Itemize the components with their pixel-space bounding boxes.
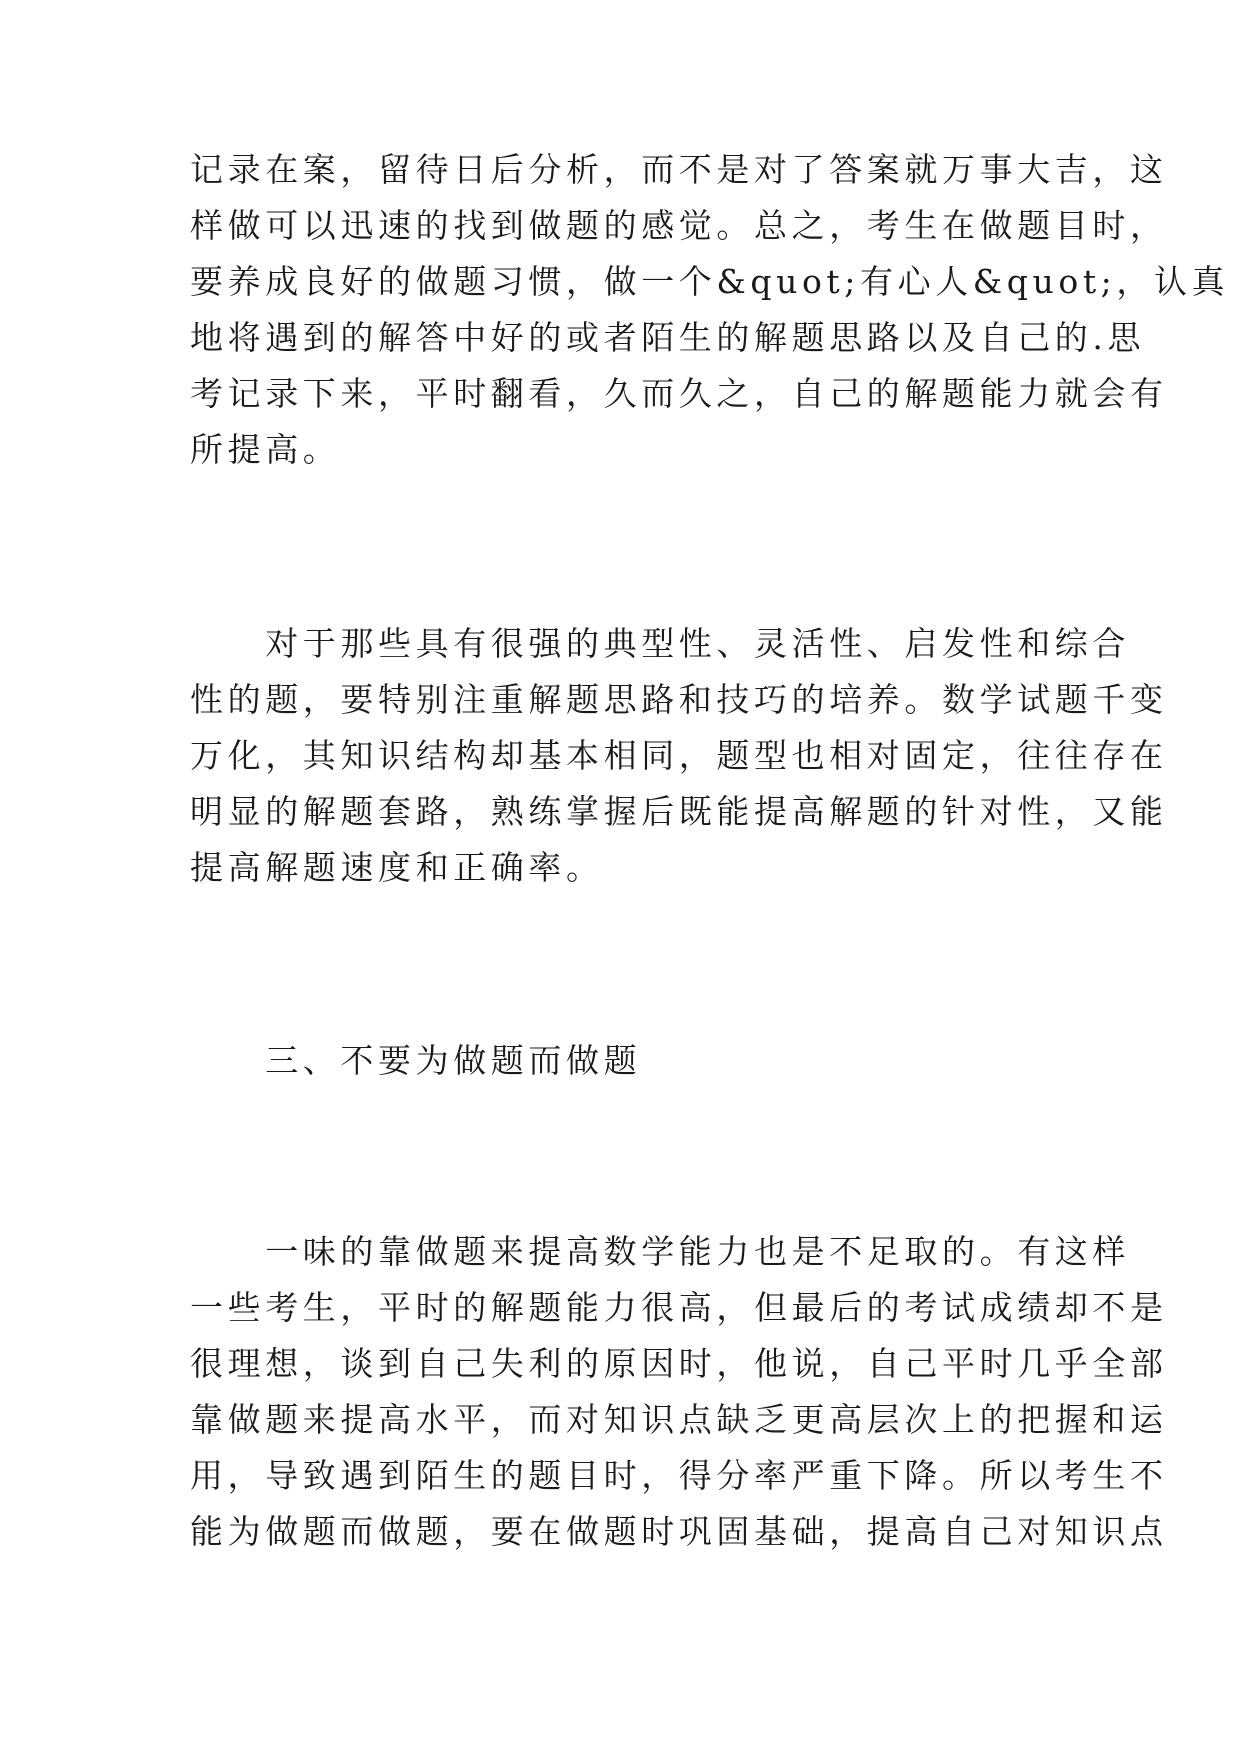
paragraph-line: 一些考生，平时的解题能力很高，但最后的考试成绩却不是 [190,1288,1168,1327]
paragraph-line: 记录在案，留待日后分析，而不是对了答案就万事大吉，这 [190,150,1168,189]
paragraph-line: 万化，其知识结构却基本相同，题型也相对固定，往往存在 [190,736,1168,775]
paragraph-line: 样做可以迅速的找到做题的感觉。总之，考生在做题目时， [190,206,1168,245]
paragraph-line: 对于那些具有很强的典型性、灵活性、启发性和综合 [190,624,1130,663]
paragraph-line: 考记录下来，平时翻看，久而久之，自己的解题能力就会有 [190,374,1168,413]
paragraph-line: 提高解题速度和正确率。 [190,848,604,887]
paragraph-line: 所提高。 [190,430,341,469]
paragraph-line: 靠做题来提高水平，而对知识点缺乏更高层次上的把握和运 [190,1400,1168,1439]
paragraph-line: 很理想，谈到自己失利的原因时，他说，自己平时几乎全部 [190,1344,1168,1383]
paragraph-line: 要养成良好的做题习惯，做一个&quot;有心人&quot;，认真 [190,262,1230,301]
paragraph-line: 地将遇到的解答中好的或者陌生的解题思路以及自己的.思 [190,318,1146,357]
section-heading-text: 三、不要为做题而做题 [190,1041,642,1080]
paragraph-line: 一味的靠做题来提高数学能力也是不足取的。有这样 [190,1232,1130,1271]
paragraph-line: 明显的解题套路，熟练掌握后既能提高解题的针对性，又能 [190,792,1168,831]
paragraph-line: 用，导致遇到陌生的题目时，得分率严重下降。所以考生不 [190,1456,1168,1495]
paragraph-line: 性的题，要特别注重解题思路和技巧的培养。数学试题千变 [190,680,1168,719]
paragraph-line: 能为做题而做题，要在做题时巩固基础，提高自己对知识点 [190,1512,1168,1551]
